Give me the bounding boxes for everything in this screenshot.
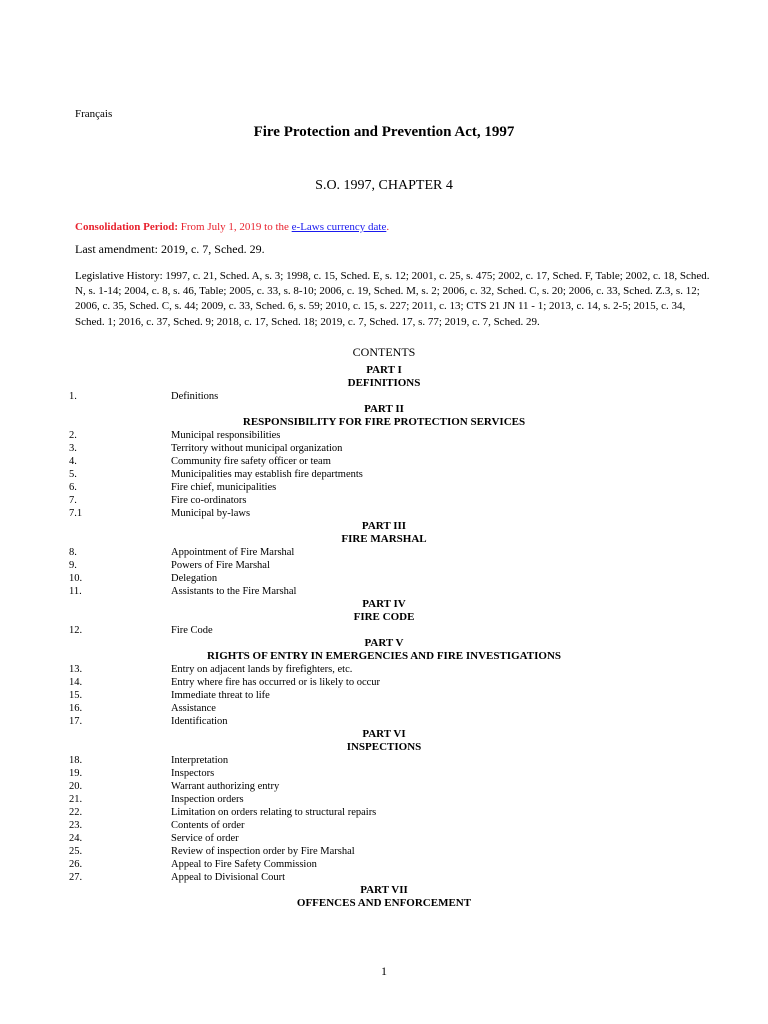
toc-section-title[interactable]: Municipalities may establish fire departments (171, 469, 363, 480)
toc-section-title[interactable]: Delegation (171, 573, 218, 584)
toc-section-title[interactable]: Contents of order (171, 820, 245, 831)
consolidation-label: Consolidation Period: (75, 221, 178, 233)
toc-section-title[interactable]: Territory without municipal organization (171, 443, 343, 454)
toc-section-title[interactable]: Municipal by-laws (171, 508, 251, 519)
toc-part-heading: RESPONSIBILITY FOR FIRE PROTECTION SERVICES (242, 416, 526, 428)
toc-section-number: 7.1 (69, 508, 83, 519)
toc-section-number: 11. (69, 586, 82, 597)
toc-entry[interactable] (0, 689, 768, 702)
toc-part-label: PART V (364, 637, 404, 649)
currency-date-link[interactable]: e-Laws currency date (291, 221, 387, 233)
toc-part-heading: RIGHTS OF ENTRY IN EMERGENCIES AND FIRE INVESTIGATIONS (206, 650, 562, 662)
toc-entry[interactable] (0, 780, 768, 793)
toc-entry[interactable] (0, 663, 768, 676)
toc-entry[interactable] (0, 715, 768, 728)
toc-part-heading: FIRE MARSHAL (341, 533, 427, 545)
toc-section-title[interactable]: Fire Code (171, 625, 213, 636)
toc-section-title[interactable]: Assistance (171, 703, 216, 714)
toc-section-title[interactable]: Limitation on orders relating to structural repairs (171, 807, 377, 818)
toc-section-title[interactable]: Entry on adjacent lands by firefighters, etc. (171, 664, 353, 675)
toc-section-number: 21. (69, 794, 83, 805)
consolidation-period (75, 221, 389, 233)
toc-part-label: PART VI (362, 728, 406, 740)
toc-entry[interactable] (0, 845, 768, 858)
toc-section-number: 1. (69, 391, 77, 402)
toc-entry[interactable] (0, 455, 768, 468)
toc-section-title[interactable]: Assistants to the Fire Marshal (171, 586, 297, 597)
toc-section-title[interactable]: Interpretation (171, 755, 229, 766)
contents-heading: CONTENTS (352, 345, 416, 359)
toc-section-number: 12. (69, 625, 83, 636)
toc-section-title[interactable]: Appeal to Fire Safety Commission (171, 859, 317, 870)
toc-entry[interactable] (0, 624, 768, 637)
toc-section-number: 18. (69, 755, 83, 766)
toc-part-label: PART III (361, 520, 407, 532)
toc-entry[interactable] (0, 767, 768, 780)
toc-section-number: 13. (69, 664, 83, 675)
toc-entry[interactable] (0, 793, 768, 806)
toc-entry[interactable] (0, 676, 768, 689)
toc-section-number: 22. (69, 807, 83, 818)
toc-section-title[interactable]: Powers of Fire Marshal (171, 560, 270, 571)
toc-section-title[interactable]: Inspectors (171, 768, 215, 779)
toc-entry[interactable] (0, 507, 768, 520)
toc-part-heading: OFFENCES AND ENFORCEMENT (296, 897, 472, 909)
toc-entry[interactable] (0, 858, 768, 871)
toc-section-title[interactable]: Immediate threat to life (171, 690, 270, 701)
toc-entry[interactable] (0, 481, 768, 494)
toc-section-number: 19. (69, 768, 83, 779)
toc-part-heading: INSPECTIONS (346, 741, 422, 753)
act-title: Fire Protection and Prevention Act, 1997 (253, 124, 515, 140)
toc-entry[interactable] (0, 559, 768, 572)
toc-entry[interactable] (0, 871, 768, 884)
toc-section-title[interactable]: Appeal to Divisional Court (171, 872, 286, 883)
toc-part-heading: FIRE CODE (353, 611, 415, 623)
toc-section-number: 20. (69, 781, 83, 792)
toc-section-title[interactable]: Inspection orders (171, 794, 244, 805)
toc-entry[interactable] (0, 494, 768, 507)
toc-section-number: 23. (69, 820, 83, 831)
toc-part-heading: DEFINITIONS (347, 377, 421, 389)
toc-entry[interactable] (0, 390, 768, 403)
toc-section-title[interactable]: Definitions (171, 391, 219, 402)
toc-section-title[interactable]: Entry where fire has occurred or is likely to occur (171, 677, 381, 688)
page-number: 1 (381, 964, 387, 978)
toc-entry[interactable] (0, 702, 768, 715)
toc-section-title[interactable]: Identification (171, 716, 228, 727)
toc-entry[interactable] (0, 806, 768, 819)
toc-section-number: 15. (69, 690, 83, 701)
toc-entry[interactable] (0, 832, 768, 845)
legislative-history: Legislative History: 1997, c. 21, Sched. A, s. 3; 1998, c. 15, Sched. E, s. 12; 2001, c. 25, s. 475; 2002, c. 17, Sched. F, Table; 2002, c. 18, Sched. N, s. 1-14; 2004, c. 8, s. 46, Table; 2005, c. 33, s. 8-10; 2006, c. 19, Sched. M, s. 2; 2006, c. 32, Sched. C, s. 20; 2006, c. 33, Sched. Z.3, s. 12; 2006, c. 35, Sched. C, s. 44; 2009, c. 33, Sched. 6, s. 59; 2010, c. 15, s. 227; 2011, c. 13; CTS 21 JN 11 - 1; 2013, c. 14, s. 2-5; 2015, c. 34, Sched. 1; 2016, c. 37, Sched. 9; 2018, c. 17, Sched. 18; 2019, c. 7, Sched. 17, s. 77; 2019, c. 7, Sched. 29. (75, 270, 710, 328)
toc-section-number: 14. (69, 677, 83, 688)
toc-section-title[interactable]: Municipal responsibilities (171, 430, 281, 441)
toc-entry[interactable] (0, 585, 768, 598)
toc-section-number: 8. (69, 547, 77, 558)
toc-section-number: 27. (69, 872, 83, 883)
toc-entry[interactable] (0, 572, 768, 585)
toc-section-number: 16. (69, 703, 83, 714)
language-link[interactable]: Français (75, 108, 113, 120)
toc-part-label: PART IV (362, 598, 406, 610)
toc-entry[interactable] (0, 819, 768, 832)
toc-entry[interactable] (0, 754, 768, 767)
toc-entry[interactable] (0, 429, 768, 442)
toc-section-title[interactable]: Fire chief, municipalities (171, 482, 277, 493)
last-amendment: Last amendment: 2019, c. 7, Sched. 29. (75, 242, 265, 256)
toc-section-number: 24. (69, 833, 83, 844)
toc-section-number: 3. (69, 443, 77, 454)
toc-part-label: PART VII (360, 884, 408, 896)
consolidation-end: . (386, 221, 390, 233)
toc-section-number: 17. (69, 716, 83, 727)
toc-section-number: 9. (69, 560, 77, 571)
toc-section-number: 10. (69, 573, 83, 584)
toc-section-title[interactable]: Appointment of Fire Marshal (171, 547, 295, 558)
toc-section-number: 6. (69, 482, 77, 493)
toc-section-title[interactable]: Fire co-ordinators (171, 495, 247, 506)
toc-section-number: 26. (69, 859, 83, 870)
toc-section-title[interactable]: Warrant authorizing entry (171, 781, 280, 792)
table-of-contents (0, 364, 768, 910)
toc-part-label: PART I (366, 364, 402, 376)
toc-section-number: 2. (69, 430, 77, 441)
toc-section-number: 7. (69, 495, 77, 506)
toc-section-number: 5. (69, 469, 77, 480)
toc-section-title[interactable]: Community fire safety officer or team (171, 456, 331, 467)
toc-section-title[interactable]: Service of order (171, 833, 239, 844)
toc-section-number: 4. (69, 456, 77, 467)
toc-entry[interactable] (0, 546, 768, 559)
toc-entry[interactable] (0, 442, 768, 455)
toc-entry[interactable] (0, 468, 768, 481)
toc-section-number: 25. (69, 846, 83, 857)
chapter-heading: S.O. 1997, CHAPTER 4 (315, 178, 453, 193)
toc-section-title[interactable]: Review of inspection order by Fire Marshal (171, 846, 355, 857)
toc-part-label: PART II (364, 403, 404, 415)
consolidation-text: From July 1, 2019 to the (180, 221, 289, 233)
